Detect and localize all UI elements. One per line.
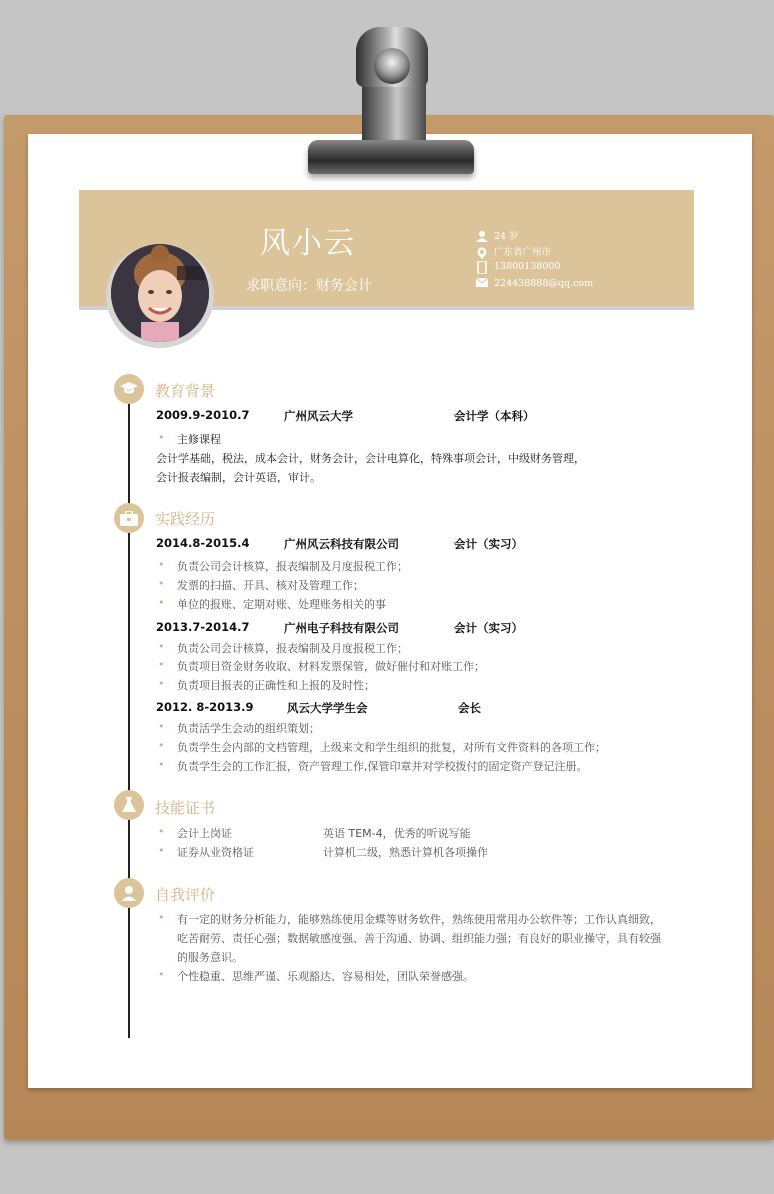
- job-1-role: 会计（实习）: [454, 537, 523, 551]
- flask-icon: [114, 790, 144, 820]
- job-3-duty-1: • 负责活学生会动的组织策划；: [177, 720, 320, 736]
- job-2-duty-3: • 负责项目报表的正确性和上报的及时性；: [177, 677, 375, 693]
- self-line-4: • 个性稳重、思维严谨、乐观豁达、容易相处，团队荣誉感强。: [177, 968, 474, 984]
- job-2-duty-2: • 负责项目资金财务收取、材料发票保管，做好催付和对账工作；: [177, 658, 485, 674]
- candidate-name: 风小云: [260, 226, 356, 261]
- education-period: 2009.9-2010.7: [156, 408, 250, 422]
- job-1-period: 2014.8-2015.4: [156, 536, 250, 550]
- phone-icon: [476, 261, 488, 272]
- course-line-2: 会计报表编制，会计英语，审计。: [156, 471, 321, 484]
- contact-phone: [476, 261, 561, 272]
- job-1-duty-3: • 单位的报账、定期对账、处理账务相关的事: [177, 596, 386, 612]
- job-2-period: 2013.7-2014.7: [156, 620, 250, 634]
- location-text: 广东省广州市: [494, 247, 552, 258]
- self-line-1: • 有一定的财务分析能力，能够熟练使用金蝶等财务软件，熟练使用常用办公软件等；工作认真细致，: [177, 911, 661, 927]
- job-1-org: 广州风云科技有限公司: [284, 537, 399, 551]
- clip-hole: [374, 48, 410, 84]
- skills-title: 技能证书: [155, 799, 216, 817]
- job-2-duty-1: • 负责公司会计核算，报表编制及月度报税工作；: [177, 640, 408, 656]
- job-3-role: 会长: [458, 701, 481, 715]
- job-2-role: 会计（实习）: [454, 621, 523, 635]
- skill-2-desc: 计算机二级，熟悉计算机各项操作: [323, 846, 488, 859]
- skill-2-cert: • 证券从业资格证: [177, 844, 254, 860]
- user-icon: [114, 878, 144, 908]
- timeline-line: [128, 388, 130, 1038]
- binder-clip: [308, 140, 474, 174]
- skill-1-desc: 英语 TEM-4，优秀的听说写能: [323, 827, 471, 840]
- job-3-duty-3: • 负责学生会的工作汇报，资产管理工作,保管印章并对学校拨付的固定资产登记注册。: [177, 758, 588, 774]
- education-major: 会计学（本科）: [454, 409, 535, 423]
- job-3-org: 风云大学学生会: [287, 701, 368, 715]
- person-icon: [476, 231, 488, 242]
- email-text[interactable]: 224438888@qq.com: [494, 278, 594, 289]
- job-3-duty-2: • 负责学生会内部的文档管理，上级来文和学生组织的批复，对所有文件资料的各项工作；: [177, 739, 606, 755]
- self-line-2: 吃苦耐劳、责任心强；数据敏感度强、善于沟通、协调、组织能力强；有良好的职业操守，具有较强: [177, 932, 661, 945]
- course-label: • 主修课程: [177, 431, 221, 447]
- job-intent: 求职意向：财务会计: [246, 278, 372, 294]
- education-title: 教育背景: [155, 382, 216, 400]
- briefcase-icon: [114, 503, 144, 533]
- self-title: 自我评价: [155, 886, 216, 904]
- education-school: 广州风云大学: [284, 409, 353, 423]
- job-1-duty-2: • 发票的扫描、开具、核对及管理工作；: [177, 577, 364, 593]
- graduation-cap-icon: [114, 374, 144, 404]
- job-2-org: 广州电子科技有限公司: [284, 621, 399, 635]
- location-pin-icon: [476, 247, 488, 258]
- age-text: 24 岁: [494, 231, 519, 242]
- skill-1-cert: • 会计上岗证: [177, 825, 232, 841]
- practice-title: 实践经历: [155, 510, 216, 528]
- mail-icon: [476, 278, 488, 289]
- contact-location: [476, 244, 551, 258]
- phone-text: 13800138000: [494, 261, 561, 272]
- job-3-period: 2012. 8-2013.9: [156, 700, 254, 714]
- job-1-duty-1: • 负责公司会计核算，报表编制及月度报税工作；: [177, 558, 408, 574]
- self-line-3: 的服务意识。: [177, 951, 243, 964]
- contact-email[interactable]: [476, 278, 593, 289]
- contact-age: [476, 228, 519, 242]
- course-line-1: 会计学基础，税法，成本会计，财务会计，会计电算化，特殊事项会计，中级财务管理，: [156, 452, 585, 465]
- avatar: [111, 244, 209, 342]
